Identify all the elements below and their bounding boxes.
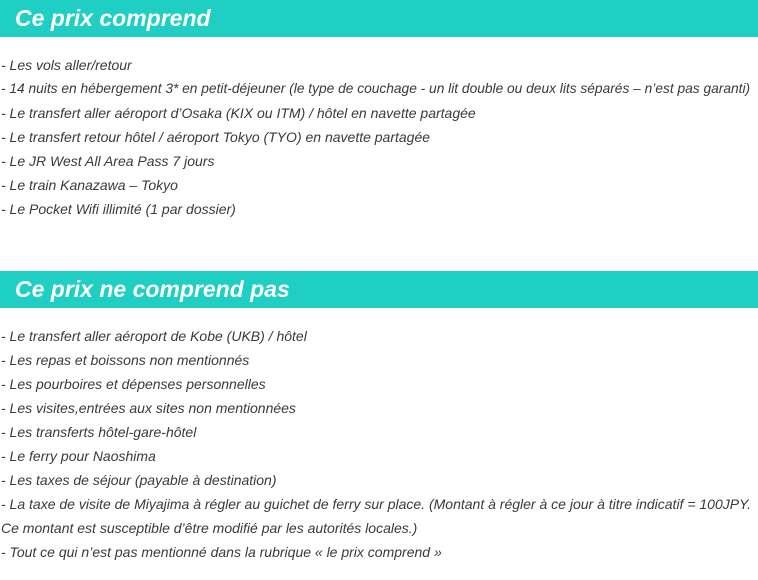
excluded-list [1, 324, 757, 564]
list-item: - Les pourboires et dépenses personnelles [1, 376, 266, 392]
list-item: - La taxe de visite de Miyajima à régler au guichet de ferry sur place. (Montant à régler à ce jour à titre indicatif = 100JPY. Ce montant est susceptible d’être modifié par les autorités locales.) [1, 496, 752, 536]
included-list [1, 53, 757, 221]
list-item: - Le transfert aller aéroport de Kobe (UKB) / hôtel [1, 328, 307, 344]
list-item: - Le train Kanazawa – Tokyo [1, 177, 178, 193]
list-item: - Le transfert aller aéroport d’Osaka (KIX ou ITM) / hôtel en navette partagée [1, 105, 476, 121]
excluded-section-title: Ce prix ne comprend pas [0, 271, 758, 308]
list-item: - Les visites,entrées aux sites non mentionnées [1, 400, 296, 416]
list-item: - Les repas et boissons non mentionnés [1, 352, 250, 368]
list-item: - Les transferts hôtel-gare-hôtel [1, 424, 197, 440]
list-item: - Tout ce qui n’est pas mentionné dans la rubrique « le prix comprend » [1, 544, 442, 560]
included-section-title: Ce prix comprend [0, 0, 758, 37]
list-item: - 14 nuits en hébergement 3* en petit-déjeuner (le type de couchage - un lit double ou deux lits séparés – n’est pas garanti) [1, 81, 751, 96]
list-item: - Le JR West All Area Pass 7 jours [1, 153, 215, 169]
list-item: - Le ferry pour Naoshima [1, 448, 156, 464]
list-item: - Les taxes de séjour (payable à destination) [1, 472, 277, 488]
list-item: - Le transfert retour hôtel / aéroport Tokyo (TYO) en navette partagée [1, 129, 431, 145]
list-item: - Les vols aller/retour [1, 57, 132, 73]
list-item: - Le Pocket Wifi illimité (1 par dossier) [1, 201, 236, 217]
